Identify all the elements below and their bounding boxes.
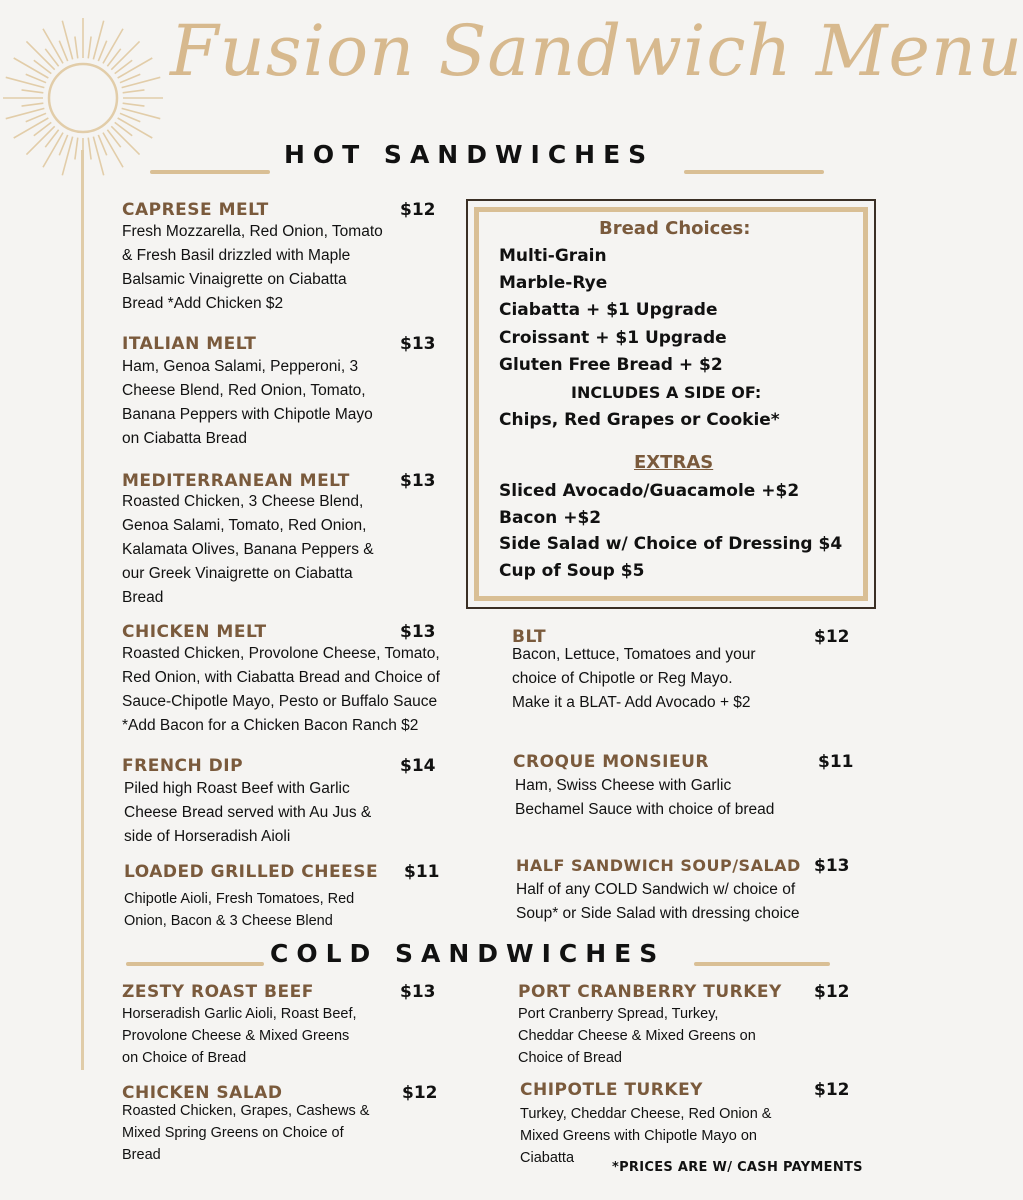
item-price: $11 <box>818 752 854 772</box>
hot-sandwiches-heading: HOT SANDWICHES <box>284 140 655 169</box>
item-name: ZESTY ROAST BEEF <box>122 982 314 1002</box>
cash-price-footnote: *PRICES ARE W/ CASH PAYMENTS <box>612 1160 863 1175</box>
bread-option: Multi-Grain <box>499 246 607 266</box>
bread-option: Croissant + $1 Upgrade <box>499 328 727 348</box>
bread-option: Gluten Free Bread + $2 <box>499 355 723 375</box>
hot-heading-rule-left <box>150 170 270 174</box>
extra-option: Side Salad w/ Choice of Dressing $4 <box>499 534 843 554</box>
extras-heading: EXTRAS <box>634 452 714 473</box>
item-price: $11 <box>404 862 440 882</box>
item-price: $12 <box>814 982 850 1002</box>
decorative-vertical-line <box>81 150 84 1070</box>
bread-option: Ciabatta + $1 Upgrade <box>499 300 718 320</box>
item-description: Turkey, Cheddar Cheese, Red Onion & Mixed Greens with Chipotle Mayo on Ciabatta <box>520 1106 772 1166</box>
item-description: Roasted Chicken, Provolone Cheese, Tomato, Red Onion, with Ciabatta Bread and Choice of Sauce-Chipotle Mayo, Pesto or Buffalo Sauce *Add Bacon for a Chicken Bacon Ranch $2 <box>122 645 440 734</box>
hot-heading-rule-right <box>684 170 824 174</box>
item-name: CHIPOTLE TURKEY <box>520 1080 703 1100</box>
item-price: $12 <box>814 1080 850 1100</box>
item-name: FRENCH DIP <box>122 756 244 776</box>
item-description: Roasted Chicken, Grapes, Cashews & Mixed Spring Greens on Choice of Bread <box>122 1103 370 1163</box>
extra-option: Sliced Avocado/Guacamole +$2 <box>499 481 800 501</box>
bread-option: Marble-Rye <box>499 273 608 293</box>
menu-title: Fusion Sandwich Menu <box>170 10 1023 92</box>
item-name: CROQUE MONSIEUR <box>513 752 709 772</box>
item-name: BLT <box>512 627 547 647</box>
item-description: Port Cranberry Spread, Turkey, Cheddar Cheese & Mixed Greens on Choice of Bread <box>518 1006 756 1066</box>
item-description: Piled high Roast Beef with Garlic Cheese Bread served with Au Jus & side of Horseradish Aioli <box>124 780 372 845</box>
bread-choices-heading: Bread Choices: <box>599 218 751 239</box>
item-name: MEDITERRANEAN MELT <box>122 471 350 491</box>
item-price: $12 <box>814 627 850 647</box>
item-name: HALF SANDWICH SOUP/SALAD <box>516 856 801 875</box>
item-description: Roasted Chicken, 3 Cheese Blend, Genoa Salami, Tomato, Red Onion, Kalamata Olives, Banana Peppers & our Greek Vinaigrette on Ciabatta Bread <box>122 493 374 606</box>
cold-heading-rule-left <box>126 962 264 966</box>
item-name: PORT CRANBERRY TURKEY <box>518 982 782 1002</box>
item-name: CHICKEN MELT <box>122 622 267 642</box>
item-description: Ham, Swiss Cheese with Garlic Bechamel Sauce with choice of bread <box>515 777 775 818</box>
item-name: CHICKEN SALAD <box>122 1083 283 1103</box>
extra-option: Cup of Soup $5 <box>499 561 645 581</box>
item-description: Ham, Genoa Salami, Pepperoni, 3 Cheese Blend, Red Onion, Tomato, Banana Peppers with Chipotle Mayo on Ciabatta Bread <box>122 358 373 447</box>
item-name: LOADED GRILLED CHEESE <box>124 862 379 882</box>
item-price: $12 <box>402 1083 438 1103</box>
includes-side-heading: INCLUDES A SIDE OF: <box>571 383 762 402</box>
item-name: ITALIAN MELT <box>122 334 257 354</box>
item-description: Half of any COLD Sandwich w/ choice of Soup* or Side Salad with dressing choice <box>516 881 800 922</box>
item-description: Bacon, Lettuce, Tomatoes and your choice of Chipotle or Reg Mayo. Make it a BLAT- Add Avocado + $2 <box>512 646 756 711</box>
item-price: $13 <box>400 471 436 491</box>
item-price: $14 <box>400 756 436 776</box>
item-description: Horseradish Garlic Aioli, Roast Beef, Provolone Cheese & Mixed Greens on Choice of Bread <box>122 1006 357 1066</box>
cold-heading-rule-right <box>694 962 830 966</box>
item-price: $12 <box>400 200 436 220</box>
item-price: $13 <box>400 982 436 1002</box>
item-description: Chipotle Aioli, Fresh Tomatoes, Red Onion, Bacon & 3 Cheese Blend <box>124 891 355 929</box>
item-price: $13 <box>400 622 436 642</box>
item-name: CAPRESE MELT <box>122 200 269 220</box>
extra-option: Bacon +$2 <box>499 508 602 528</box>
item-price: $13 <box>400 334 436 354</box>
bread-choices-box <box>466 199 876 609</box>
side-options: Chips, Red Grapes or Cookie* <box>499 410 780 430</box>
item-description: Fresh Mozzarella, Red Onion, Tomato & Fresh Basil drizzled with Maple Balsamic Vinaigrette on Ciabatta Bread *Add Chicken $2 <box>122 223 383 312</box>
cold-sandwiches-heading: COLD SANDWICHES <box>270 939 666 968</box>
item-price: $13 <box>814 856 850 876</box>
